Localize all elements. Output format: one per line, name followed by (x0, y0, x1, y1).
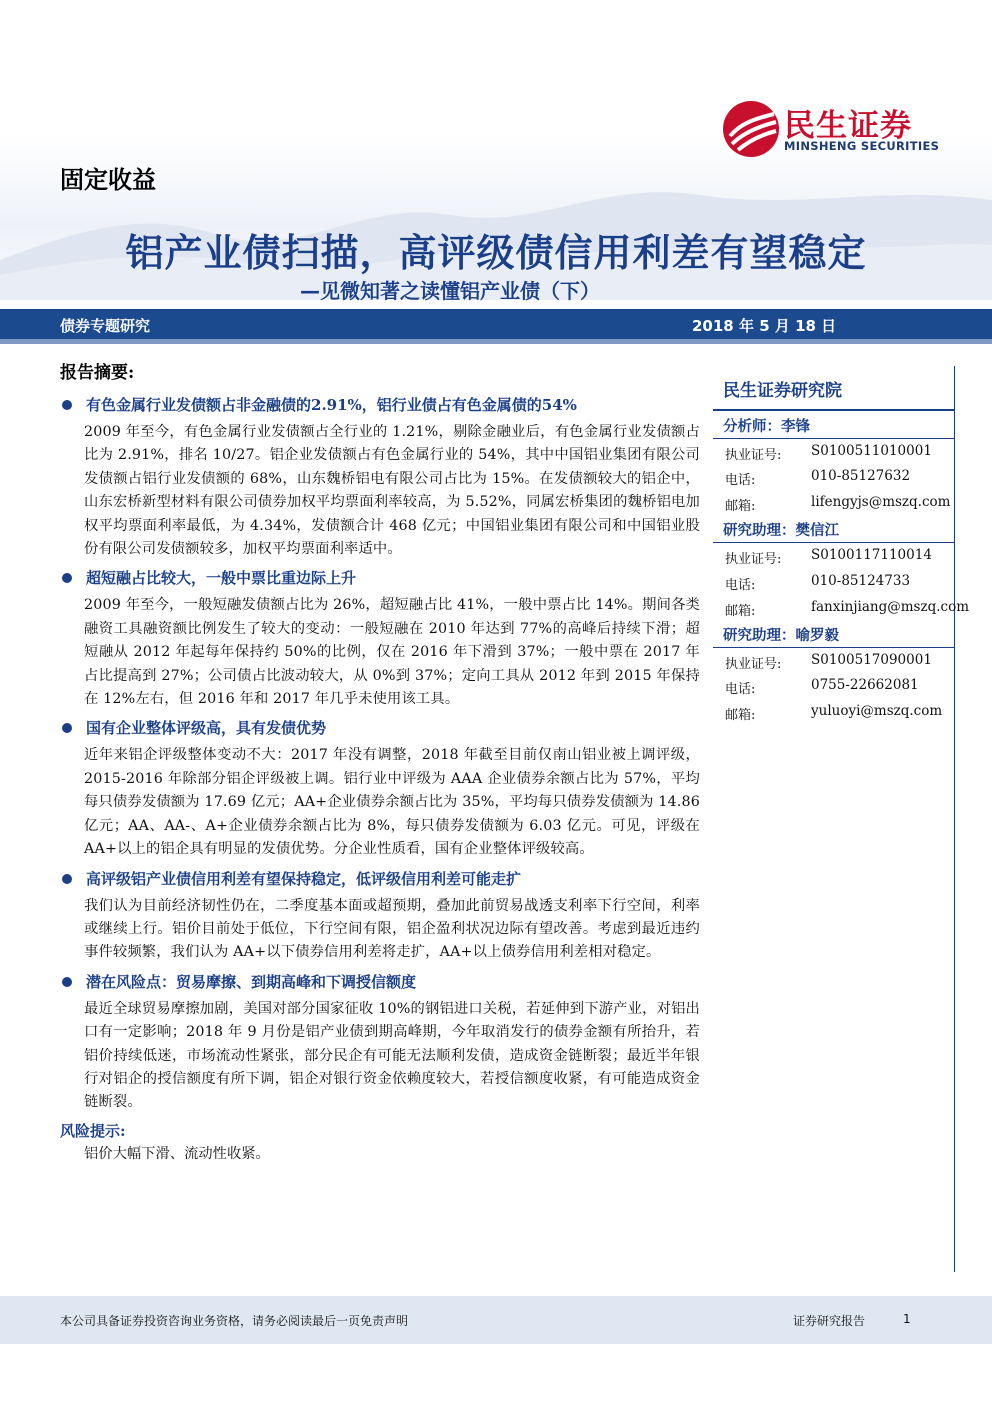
analyst-divider (713, 438, 955, 439)
report-type: 债券专题研究 (60, 317, 151, 335)
summary-heading-text: 有色金属行业发债额占非金融债的2.91%，铝行业债占有色金属债的54% (86, 396, 577, 414)
cert-number: S0100517090001 (811, 652, 932, 668)
summary-heading (60, 868, 700, 890)
phone-number: 0755-22662081 (811, 677, 919, 693)
cert-number: S0100117110014 (811, 547, 932, 563)
phone-label: 电话: (725, 578, 756, 593)
logo-chinese-name: 民生证券 (784, 108, 912, 144)
cert-number: S0100511010001 (811, 443, 932, 459)
summary-heading-text: 潜在风险点：贸易摩擦、到期高峰和下调授信额度 (86, 972, 417, 991)
section-label: 固定收益 (60, 166, 156, 194)
footer-disclaimer: 本公司具备证券投资咨询业务资格，请务必阅读最后一页免责声明 (60, 1314, 409, 1328)
bullet-dot-icon (62, 573, 72, 583)
phone-number: 010-85127632 (811, 468, 911, 484)
summary-heading-text: 超短融占比较大，一般中票比重边际上升 (86, 569, 357, 588)
summary-heading-text: 高评级铝产业债信用利差有望保持稳定，低评级信用利差可能走扩 (86, 869, 522, 888)
summary-title: 报告摘要: (60, 363, 135, 383)
logo-english-name: MINSHENG SECURITIES (784, 139, 940, 153)
summary-heading (60, 394, 700, 416)
institute-name: 民生证券研究院 (723, 381, 842, 401)
risk-text: 铝价大幅下滑、流动性收紧。 (84, 1145, 270, 1162)
analyst-divider (713, 542, 955, 543)
sidebar-divider (713, 409, 955, 411)
summary-heading (60, 717, 700, 739)
report-title: 铝产业债扫描，高评级债信用利差有望稳定 (125, 231, 867, 275)
analyst-name: 研究助理：樊信江 (723, 522, 839, 539)
summary-paragraph: 近年来铝企评级整体变动不大：2017 年没有调整，2018 年截至目前仅南山铝业被上调评级，2015-2016 年除部分铝企评级被上调。铝行业中评级为 AAA 企业债券余额占比为 57%，平均每只债券发债额为 17.69 亿元；AA+企业债券余额占比为 35%，平均每只债券发债额为 14.86 亿元；AA、AA-、A+企业债券余额占比为 8%，每只债券发债额为 6.03 亿元。可见，评级在 AA+以上的铝企具有明显的发债优势。分企业性质看，国有企业整体评级较高。 (84, 747, 700, 858)
page-number: 1 (903, 1312, 911, 1326)
analyst-divider (713, 647, 955, 648)
email-link[interactable]: fanxinjiang@mszq.com (811, 599, 970, 615)
email-link[interactable]: yuluoyi@mszq.com (811, 703, 943, 719)
company-logo (722, 100, 962, 160)
footer-report-label: 证券研究报告 (793, 1314, 866, 1328)
phone-number: 010-85124733 (811, 573, 911, 589)
risk-title: 风险提示: (60, 1121, 126, 1140)
minsheng-logo-icon (722, 100, 780, 158)
summary-paragraph: 我们认为目前经济韧性仍在，二季度基本面或超预期，叠加此前贸易战透支利率下行空间，利率或继续上行。铝价目前处于低位，下行空间有限，铝企盈利状况边际有望改善。考虑到最近违约事件较频繁，我们认为 AA+以下债券信用利差将走扩，AA+以上债券信用利差相对稳定。 (84, 897, 700, 961)
bullet-dot-icon (62, 723, 72, 733)
report-date: 2018 年 5 月 18 日 (692, 317, 837, 335)
cert-label: 执业证号: (725, 448, 782, 463)
analyst-name: 研究助理：喻罗毅 (723, 627, 839, 644)
summary-paragraph: 2009 年至今，一般短融发债额占比为 26%，超短融占比 41%，一般中票占比 14%。期间各类融资工具融资额比例发生了较大的变动：一般短融在 2010 年达到 77%的高峰后持续下滑；超短融从 2012 年起每年保持约 50%的比例，仅在 2016 年下滑到 37%；一般中票在 2017 年占比提高到 27%；公司债占比波动较大，从 0%到 37%；定向工具从 2012 年到 2015 年保持在 12%左右，但 2016 年和 2017 年几乎未使用该工具。 (84, 597, 700, 708)
email-link[interactable]: lifengyjs@mszq.com (811, 494, 951, 510)
summary-paragraph: 2009 年至今，有色金属行业发债额占全行业的 1.21%，剔除金融业后，有色金属行业发债额占比为 2.91%，排名 10/27。铝企业发债额占有色金属行业的 54%，其中中国铝业集团有限公司发债额占铝行业发债额的 68%，山东魏桥铝电有限公司占比为 15%。在发债额较大的铝企中，山东宏桥新型材料有限公司债券加权平均票面利率较高，为 5.52%，同属宏桥集团的魏桥铝电加权平均票面利率最低，为 4.34%，发债额合计 468 亿元；中国铝业集团有限公司和中国铝业股份有限公司发债额较多，加权平均票面利率适中。 (84, 424, 700, 558)
report-subtitle: —见微知著之读懂铝产业债（下） (300, 279, 600, 303)
bullet-dot-icon (62, 874, 72, 884)
analyst-sidebar (713, 366, 970, 1272)
summary-content (60, 394, 700, 1166)
bullet-dot-icon (62, 400, 72, 410)
email-label: 邮箱: (725, 708, 756, 723)
summary-heading-text: 国有企业整体评级高，具有发债优势 (86, 719, 327, 738)
phone-label: 电话: (725, 473, 756, 488)
summary-heading (60, 567, 700, 589)
email-label: 邮箱: (725, 499, 756, 514)
summary-heading (60, 971, 700, 993)
analyst-name: 分析师：李锋 (723, 418, 810, 435)
phone-label: 电话: (725, 682, 756, 697)
email-label: 邮箱: (725, 604, 756, 619)
cert-label: 执业证号: (725, 657, 782, 672)
cert-label: 执业证号: (725, 552, 782, 567)
report-type-bar-accent (0, 339, 992, 344)
bullet-dot-icon (62, 977, 72, 987)
summary-paragraph: 最近全球贸易摩擦加剧，美国对部分国家征收 10%的钢铝进口关税，若延伸到下游产业，对铝出口有一定影响；2018 年 9 月份是铝产业债到期高峰期，今年取消发行的债券金额有所抬升，若铝价持续低迷，市场流动性紧张，部分民企有可能无法顺利发债，造成资金链断裂；最近半年银行对铝企的授信额度有所下调，铝企对银行资金依赖度较大，若授信额度收紧，有可能造成资金链断裂。 (84, 1000, 700, 1111)
